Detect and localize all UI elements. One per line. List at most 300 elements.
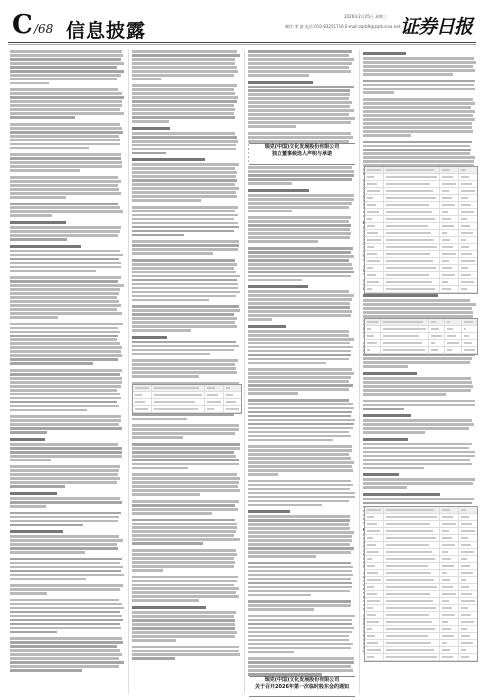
paragraph: [363, 473, 476, 489]
table-cell: [459, 265, 477, 271]
table-row: [365, 237, 477, 244]
paragraph: [363, 400, 476, 411]
text-line: [132, 100, 237, 103]
paragraph: [363, 52, 476, 76]
text-line: [10, 296, 117, 299]
table-row: [365, 340, 477, 347]
table-cell: [365, 647, 384, 653]
column-divider: [359, 50, 360, 694]
paragraph: [10, 245, 124, 273]
table-cell: [459, 647, 477, 653]
subheading-line: [248, 285, 308, 288]
text-line: [10, 338, 117, 341]
text-line: [132, 504, 235, 507]
table-cell: [459, 195, 477, 201]
paragraph: [248, 247, 355, 281]
text-line: [10, 592, 47, 595]
text-line: [248, 403, 353, 406]
text-line: [132, 359, 238, 362]
text-line: [10, 104, 122, 107]
text-line: [10, 62, 124, 65]
table-cell: [440, 633, 459, 639]
text-line: [10, 50, 122, 53]
text-line: [10, 342, 120, 345]
text-line: [248, 121, 351, 124]
text-line: [132, 549, 236, 552]
text-line: [10, 619, 123, 622]
text-line: [248, 271, 354, 274]
text-line: [132, 530, 236, 533]
table-cell: [384, 549, 440, 555]
text-line: [248, 665, 351, 668]
table-cell: [384, 195, 440, 201]
paragraph: [248, 615, 355, 653]
text-line: [10, 665, 119, 668]
table-cell: [384, 612, 440, 618]
notice-heading: [249, 143, 355, 165]
paragraph: [248, 189, 355, 213]
table-cell: [384, 647, 440, 653]
text-line: [248, 310, 352, 313]
paragraph: [248, 166, 355, 185]
subheading-line: [10, 221, 66, 224]
text-line: [10, 524, 83, 527]
text-line: [132, 447, 240, 450]
text-line: [248, 627, 354, 630]
text-line: [248, 236, 350, 239]
table-cell: [440, 542, 459, 548]
text-line: [248, 58, 354, 61]
table-row: [365, 251, 477, 258]
paragraph: [10, 415, 124, 434]
paragraph: [10, 599, 124, 633]
text-line: [363, 385, 473, 388]
table-cell: [440, 570, 459, 576]
text-line: [10, 516, 119, 519]
text-line: [132, 299, 209, 302]
text-line: [132, 363, 235, 366]
text-line: [132, 508, 238, 511]
paragraph: [132, 127, 240, 155]
text-line: [10, 641, 123, 644]
text-line: [363, 130, 473, 133]
text-line: [363, 381, 472, 384]
text-line: [10, 214, 52, 217]
table-cell: [384, 570, 440, 576]
subheading-line: [363, 414, 411, 417]
paragraph: [248, 81, 355, 128]
paragraph: [132, 519, 240, 546]
notice-title: 关于召开2026年第一次临时股东会的通知: [255, 684, 349, 690]
text-line: [132, 167, 235, 170]
table-cell: [384, 174, 440, 180]
text-line: [132, 436, 183, 439]
text-line: [248, 535, 352, 538]
table-cell: [384, 598, 440, 604]
text-line: [132, 553, 237, 556]
text-line: [132, 263, 237, 266]
table-cell: [365, 556, 384, 562]
page-number: /68: [34, 22, 54, 36]
text-line: [10, 196, 66, 199]
text-line: [132, 512, 212, 515]
table-cell: [152, 385, 206, 391]
table-row: [365, 279, 477, 286]
text-line: [248, 251, 351, 254]
text-line: [132, 463, 239, 466]
text-line: [248, 125, 296, 128]
issue-date: 2026年2月25日 星期三: [344, 14, 388, 19]
text-line: [10, 419, 121, 422]
text-line: [248, 202, 352, 205]
text-line: [363, 149, 471, 152]
text-line: [363, 69, 475, 72]
table-cell: [459, 535, 477, 541]
text-line: [132, 271, 236, 274]
table-cell: [440, 202, 459, 208]
paragraph: [132, 240, 240, 255]
text-line: [363, 156, 475, 159]
text-line: [248, 461, 354, 464]
table-cell: [440, 563, 459, 569]
text-line: [248, 435, 351, 438]
table-row: [365, 521, 477, 528]
text-column-2: [132, 50, 240, 694]
text-line: [248, 600, 351, 603]
text-line: [10, 78, 117, 81]
paragraph: [10, 369, 124, 411]
text-line: [132, 561, 235, 564]
text-line: [363, 73, 453, 76]
text-line: [363, 57, 474, 60]
table-cell: [365, 626, 384, 632]
text-line: [248, 66, 349, 69]
text-line: [248, 380, 349, 383]
text-line: [132, 477, 240, 480]
text-line: [248, 101, 352, 104]
paragraph: [363, 372, 476, 396]
text-line: [10, 505, 46, 508]
text-line: [10, 551, 85, 554]
text-line: [10, 254, 123, 257]
table-cell: [459, 272, 477, 278]
text-line: [248, 439, 333, 442]
text-line: [363, 455, 475, 458]
text-line: [248, 166, 352, 169]
text-line: [10, 603, 122, 606]
text-line: [132, 58, 235, 61]
table-cell: [459, 521, 477, 527]
table-cell: [440, 265, 459, 271]
table-cell: [365, 279, 384, 285]
text-line: [248, 105, 350, 108]
text-line: [248, 259, 349, 262]
table-cell: [384, 258, 440, 264]
text-line: [132, 650, 239, 653]
table-row: [365, 619, 477, 626]
table-cell: [365, 181, 384, 187]
table-cell: [365, 188, 384, 194]
table-cell: [365, 223, 384, 229]
text-line: [248, 50, 352, 53]
text-line: [10, 262, 121, 265]
table-cell: [459, 619, 477, 625]
text-line: [363, 88, 475, 91]
text-line: [10, 588, 120, 591]
paragraph: [248, 285, 355, 320]
text-line: [363, 160, 474, 163]
text-line: [132, 104, 234, 107]
subheading-line: [10, 492, 57, 495]
table-row: [365, 347, 477, 354]
text-line: [248, 318, 272, 321]
text-line: [248, 117, 355, 120]
table-cell: [365, 265, 384, 271]
text-line: [132, 615, 234, 618]
text-line: [132, 619, 235, 622]
table-cell: [459, 181, 477, 187]
text-line: [10, 397, 121, 400]
subheading-line: [10, 530, 63, 533]
table-cell: [384, 286, 440, 292]
table-cell: [440, 647, 459, 653]
text-line: [248, 419, 355, 422]
table-cell: [445, 326, 461, 332]
text-line: [10, 169, 80, 172]
table-cell: [381, 319, 428, 325]
text-line: [248, 70, 351, 73]
table-cell: [152, 406, 206, 412]
table-cell: [381, 326, 428, 332]
text-line: [10, 112, 124, 115]
table-cell: [440, 640, 459, 646]
paragraph: [132, 336, 240, 356]
text-line: [248, 372, 354, 375]
text-line: [248, 515, 350, 518]
text-line: [10, 96, 124, 99]
text-line: [10, 443, 118, 446]
text-line: [10, 323, 123, 326]
text-line: [248, 555, 316, 558]
text-line: [10, 58, 121, 61]
text-line: [10, 54, 123, 57]
table-cell: [133, 406, 152, 412]
table-row: [365, 195, 477, 202]
table-row: [365, 326, 477, 333]
subheading-line: [132, 606, 206, 609]
text-line: [363, 80, 475, 83]
text-line: [248, 594, 311, 597]
text-line: [132, 329, 191, 332]
text-line: [132, 325, 237, 328]
text-line: [132, 144, 236, 147]
table-row: [365, 612, 477, 619]
text-line: [132, 538, 240, 541]
text-line: [10, 373, 120, 376]
text-line: [363, 357, 472, 360]
subheading-line: [363, 372, 417, 375]
table-cell: [384, 633, 440, 639]
text-line: [248, 224, 351, 227]
text-line: [132, 187, 239, 190]
text-line: [132, 591, 236, 594]
table-row: [133, 406, 241, 413]
text-line: [132, 599, 199, 602]
table-cell: [384, 244, 440, 250]
text-line: [132, 74, 234, 77]
text-line: [10, 543, 117, 546]
table-cell: [365, 286, 384, 292]
table-cell: [384, 626, 440, 632]
text-line: [363, 459, 470, 462]
text-line: [132, 371, 237, 374]
table-row: [365, 202, 477, 209]
text-line: [132, 428, 239, 431]
text-line: [248, 643, 353, 646]
table-row: [365, 598, 477, 605]
text-line: [363, 114, 473, 117]
text-line: [248, 368, 352, 371]
table-cell: [384, 605, 440, 611]
text-line: [363, 122, 472, 125]
table-cell: [440, 209, 459, 215]
table-cell: [440, 181, 459, 187]
table-cell: [205, 392, 224, 398]
table-row: [365, 216, 477, 223]
table-cell: [384, 223, 440, 229]
text-line: [10, 131, 123, 134]
text-line: [132, 50, 237, 53]
text-line: [248, 93, 350, 96]
table-cell: [440, 230, 459, 236]
text-line: [10, 354, 122, 357]
text-line: [248, 255, 354, 258]
paragraph: [248, 600, 355, 611]
text-line: [248, 86, 354, 89]
table-row: [365, 333, 477, 340]
text-line: [132, 481, 239, 484]
text-line: [10, 153, 121, 156]
table-cell: [459, 279, 477, 285]
text-line: [132, 565, 234, 568]
text-line: [10, 512, 121, 515]
text-line: [10, 258, 119, 261]
paragraph: [363, 80, 476, 95]
text-line: [10, 623, 120, 626]
text-line: [132, 455, 236, 458]
text-line: [248, 89, 350, 92]
section-letter: C: [12, 10, 33, 40]
text-line: [248, 407, 354, 410]
text-line: [132, 191, 236, 194]
text-line: [10, 116, 75, 119]
table-cell: [459, 514, 477, 520]
paragraph: [10, 637, 124, 671]
text-line: [132, 424, 239, 427]
text-line: [10, 637, 122, 640]
table-cell: [365, 202, 384, 208]
table-cell: [459, 570, 477, 576]
text-line: [132, 569, 163, 572]
table-row: [365, 633, 477, 640]
subheading-line: [248, 189, 309, 192]
subheading-line: [363, 493, 440, 496]
paragraph: [132, 606, 240, 641]
table-cell: [459, 223, 477, 229]
table-cell: [440, 272, 459, 278]
table-cell: [462, 347, 477, 353]
text-line: [248, 113, 349, 116]
table-row: [365, 605, 477, 612]
table-row: [365, 209, 477, 216]
text-line: [363, 419, 472, 422]
table-cell: [365, 605, 384, 611]
text-line: [132, 500, 239, 503]
text-line: [10, 300, 119, 303]
text-line: [10, 292, 119, 295]
text-line: [132, 226, 239, 229]
section-title: 信息披露: [66, 20, 147, 42]
table-cell: [384, 577, 440, 583]
table-cell: [459, 251, 477, 257]
table-cell: [440, 528, 459, 534]
text-line: [248, 392, 298, 395]
text-line: [10, 455, 122, 458]
text-line: [132, 623, 235, 626]
text-line: [248, 539, 352, 542]
table-cell: [384, 584, 440, 590]
text-line: [10, 165, 122, 168]
text-line: [10, 176, 118, 179]
notice-company: 瑞克(中国)文化发展股份有限公司: [264, 144, 340, 150]
table-cell: [384, 181, 440, 187]
text-line: [10, 473, 118, 476]
table-cell: [459, 209, 477, 215]
table-cell: [440, 577, 459, 583]
text-line: [132, 473, 237, 476]
table-cell: [365, 549, 384, 555]
text-line: [248, 206, 349, 209]
notice-company: 瑞克(中国)文化发展股份有限公司: [264, 677, 340, 683]
text-line: [132, 353, 210, 356]
table-cell: [440, 654, 459, 660]
table-cell: [440, 549, 459, 555]
paragraph: [132, 158, 240, 201]
subheading-line: [363, 294, 438, 297]
text-line: [10, 238, 67, 241]
text-line: [10, 82, 49, 85]
text-line: [10, 161, 122, 164]
table-cell: [440, 605, 459, 611]
table-row: [365, 626, 477, 633]
text-line: [10, 481, 117, 484]
table-cell: [365, 216, 384, 222]
text-line: [10, 401, 117, 404]
text-line: [132, 96, 238, 99]
subheading-line: [363, 52, 406, 55]
table-cell: [365, 333, 381, 339]
text-line: [248, 267, 353, 270]
text-line: [132, 646, 239, 649]
text-line: [132, 214, 238, 217]
table-row: [365, 542, 477, 549]
paragraph: [10, 492, 124, 508]
table-cell: [459, 202, 477, 208]
table-cell: [205, 406, 224, 412]
text-line: [132, 305, 239, 308]
text-line: [248, 543, 350, 546]
text-line: [10, 669, 82, 672]
